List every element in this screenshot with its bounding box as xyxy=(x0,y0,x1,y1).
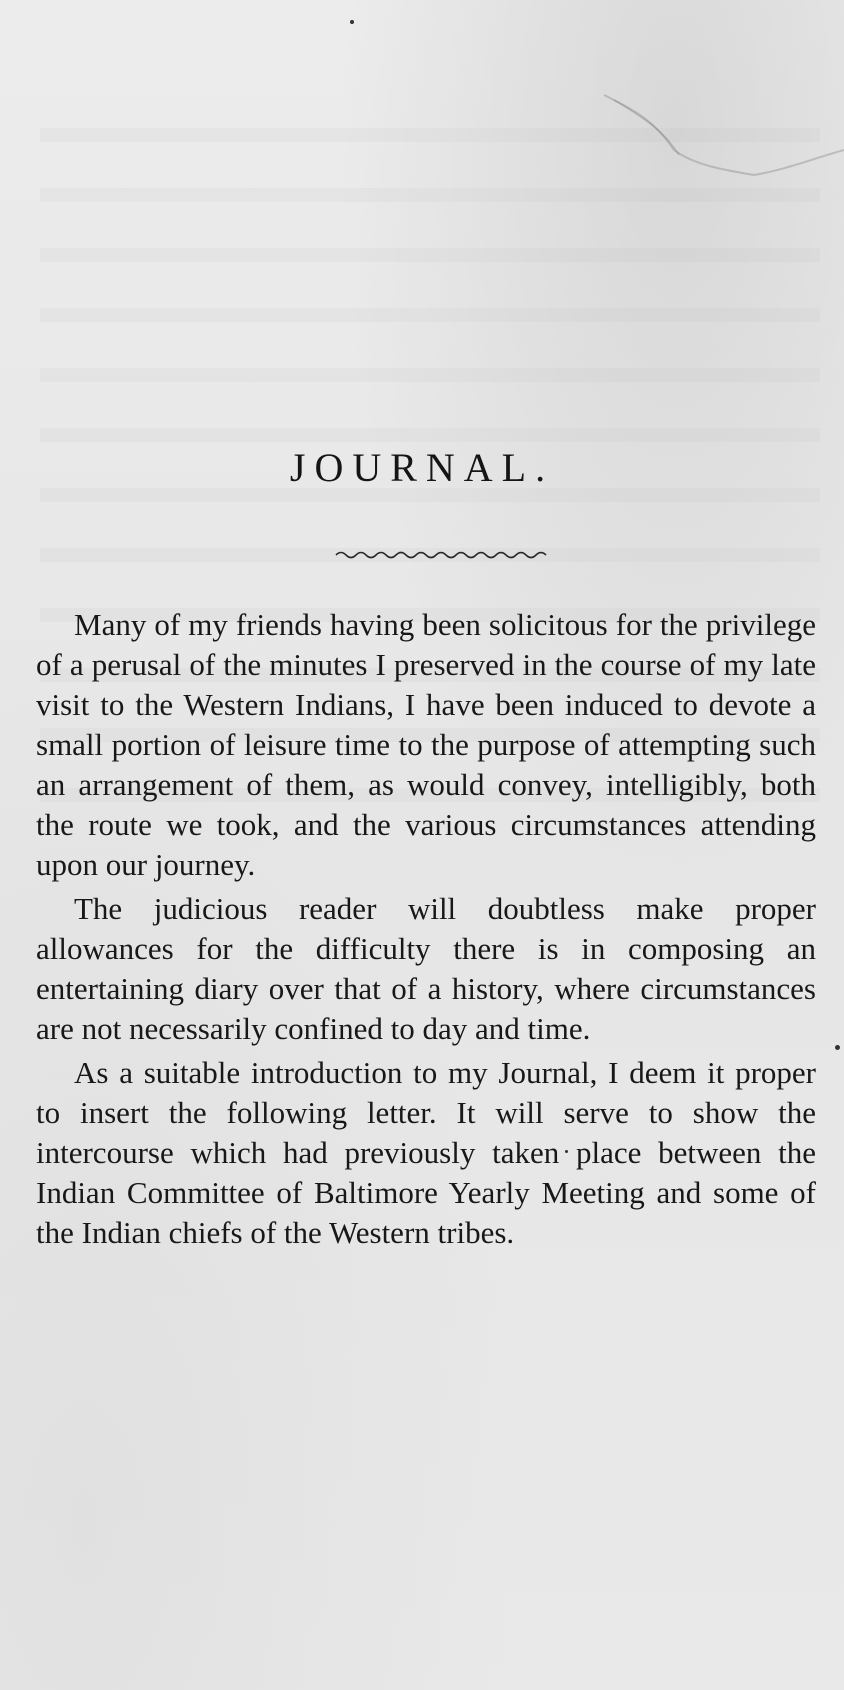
torn-corner-mark xyxy=(594,0,844,200)
paragraph-2: The judicious reader will doubtless make proper allowances for the difficulty there is in composing an entertaining diary over that of a history, where circumstances are not necessarily confined to day and time. xyxy=(36,891,816,1046)
ink-speck xyxy=(350,20,354,24)
journal-body-text xyxy=(36,605,816,1257)
decorative-flourish-divider xyxy=(334,548,552,560)
paragraph-1: Many of my friends having been solicitous for the privilege of a perusal of the minutes I preserved in the course of my late visit to the Western Indians, I have been induced to devote a small portion of leisure time to the purpose of attempting such an arrangement of them, as would convey, intelligibly, both the route we took, and the various circumstances attending upon our journey. xyxy=(36,607,816,882)
page-title: JOURNAL. xyxy=(289,445,555,490)
paragraph-3: As a suitable introduction to my Journal, I deem it proper to insert the following letter. It will serve to show the intercourse which had previously taken place between the Indian Committee of Baltimore Yearly Meeting and some of the Indian chiefs of the Western tribes. xyxy=(36,1055,816,1250)
ink-speck xyxy=(835,1045,840,1050)
